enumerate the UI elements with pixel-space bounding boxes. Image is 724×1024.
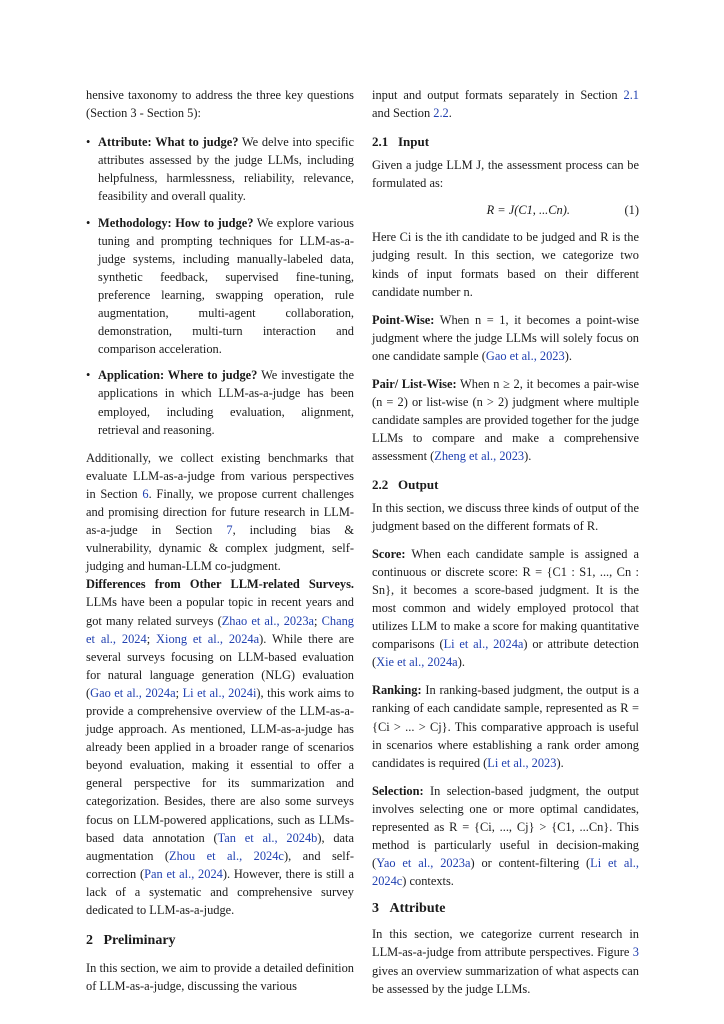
section-7-link[interactable]: 7 — [226, 523, 233, 538]
intro-paragraph: hensive taxonomy to address the three key questions (Section 3 - Section 5): — [86, 88, 354, 121]
right-column — [372, 86, 639, 998]
ranking-paragraph: Ranking: In ranking-based judgment, the output is a ranking of each candidate sample, represented as R = {Ci > ... > Cj}. This comparative approach is useful in scenarios where establishing a rank order among candidates is required (Li et al., 2023). — [372, 683, 639, 770]
differences-paragraph: Differences from Other LLM-related Surveys. LLMs have been a popular topic in recent years and got many related surveys (Zhao et al., 2023a; Chang et al., 2024; Xiong et al., 2024a). While there are several surveys focusing on LLM-based evaluation for natural language generation (NLG) evaluation (Gao et al., 2024a; Li et al., 2024i), this work aims to provide a comprehensive overview of the LLM-as-a-judge approach. As mentioned, LLM-as-a-judge has already been applied in a broader range of scenarios beyond evaluation, making it essential to offer a general perspective for its summarization and categorization. Besides, there are also some surveys focus on LLM-powered applications, such as LLMs-based data annotation (Tan et al., 2024b), data augmentation (Zhou et al., 2024c), and self-correction (Pan et al., 2024). However, there is still a lack of a systematic and comprehensive survey dedicated to LLM-as-a-judge. — [86, 577, 355, 918]
cite-xiong-2024a[interactable]: Xiong et al., 2024a — [156, 631, 260, 646]
section-3-heading: 3 Attribute — [372, 901, 446, 917]
selection-paragraph: Selection: In selection-based judgment, the output involves selecting one or more optimal candidates, represented as R = {Ci, ..., Cj} > {C1, ...Cn}. This method is particularly useful in decision-making (Yao et al., 2023a) or content-filtering (Li et al., 2024c) contexts. — [372, 783, 639, 889]
cite-li-2024i[interactable]: Li et al., 2024i — [182, 685, 257, 700]
cite-li-2023[interactable]: Li et al., 2023 — [487, 755, 557, 770]
cite-zheng-2023[interactable]: Zheng et al., 2023 — [434, 449, 525, 464]
equation-number: (1) — [624, 203, 639, 218]
section-2-text: In this section, we aim to provide a detailed definition of LLM-as-a-judge, discussing the various — [86, 961, 354, 994]
equation-formula: R = J(C1, ...Cn). — [486, 203, 570, 218]
differences-heading: Differences from Other LLM-related Surveys. — [86, 577, 354, 592]
cite-li-2024a[interactable]: Li et al., 2024a — [443, 637, 524, 652]
cite-yao-2023a[interactable]: Yao et al., 2023a — [376, 856, 471, 871]
section-2-2-text: In this section, we discuss three kinds of output of the judgment based on the different formats of R. — [372, 500, 639, 533]
cite-gao-2023[interactable]: Gao et al., 2023 — [485, 348, 565, 363]
bullet-methodology: • Methodology: How to judge? We explore various tuning and prompting techniques for LLM-as-a-judge systems, including manually-labeled data, synthetic feedback, supervised fine-tuning, preference learning, swapping operation, rule augmentation, multi-agent collaboration, demonstration, multi-turn interaction and comparison acceleration. — [86, 214, 354, 359]
left-column — [86, 86, 354, 995]
section-2-1-heading: 2.1 Input — [372, 134, 430, 150]
formats-intro: input and output formats separately in Section 2.1 and Section 2.2. — [372, 88, 639, 121]
point-wise-paragraph: Point-Wise: When n = 1, it becomes a point-wise judgment where the judge LLMs will solely focus on one candidate sample (Gao et al., 2023). — [372, 312, 639, 363]
cite-xie-2024a[interactable]: Xie et al., 2024a — [376, 655, 458, 670]
score-paragraph: Score: When each candidate sample is assigned a continuous or discrete score: R = {C1 : S1, ..., Cn : Sn}, it becomes a score-based judgment. It is the most common and widely employed protocol that utilizes LLM to make a score for making quantitative comparisons (Li et al., 2024a) or attribute detection (Xie et al., 2024a). — [372, 546, 639, 670]
section-2-2-link[interactable]: 2.2 — [433, 106, 449, 121]
cite-li-2024c[interactable]: Li et al., 2024c — [372, 856, 639, 889]
taxonomy-bullet-list — [86, 133, 354, 439]
section-2-1-text: Given a judge LLM J, the assessment process can be formulated as: — [372, 158, 639, 191]
cite-zhou-2024c[interactable]: Zhou et al., 2024c — [169, 848, 284, 863]
cite-chang-2024[interactable]: Chang et al., 2024 — [86, 613, 354, 646]
cite-pan-2024[interactable]: Pan et al., 2024 — [144, 866, 223, 881]
cite-zhao-2023a[interactable]: Zhao et al., 2023a — [221, 613, 315, 628]
additional-paragraph: Additionally, we collect existing benchmarks that evaluate LLM-as-a-judge from various perspectives in Section 6. Finally, we propose current challenges and promising direction for future research in LLM-as-a-judge in Section 7, including bias & vulnerability, dynamic & complex judgment, self-judging and human-LLM co-judgment. — [86, 450, 355, 574]
bullet-attribute: • Attribute: What to judge? We delve into specific attributes assessed by the judge LLMs, including helpfulness, harmlessness, reliability, relevance, feasibility and overall quality. — [86, 133, 354, 205]
pair-list-wise-paragraph: Pair/ List-Wise: When n ≥ 2, it becomes a pair-wise (n = 2) or list-wise (n > 2) judgment where multiple candidate samples are provided together for the judge LLMs to compare and make a comprehensive assessment (Zheng et al., 2023). — [372, 377, 639, 464]
section-3-text: In this section, we categorize current research in LLM-as-a-judge from attribute perspectives. Figure 3 gives an overview summarization of what aspects can be assessed by the judge LLMs. — [372, 927, 639, 996]
cite-tan-2024b[interactable]: Tan et al., 2024b — [217, 830, 318, 845]
equation-1 — [372, 201, 639, 219]
figure-3-link[interactable]: 3 — [632, 945, 639, 960]
bullet-application: • Application: Where to judge? We investigate the applications in which LLM-as-a-judge has been employed, including evaluation, alignment, retrieval and reasoning. — [86, 366, 354, 438]
section-2-1-link[interactable]: 2.1 — [623, 88, 639, 102]
section-2-2-heading: 2.2 Output — [372, 476, 439, 492]
section-2-heading: 2 Preliminary — [86, 933, 176, 949]
equation-explanation: Here Ci is the ith candidate to be judged and R is the judging result. In this section, we categorize two kinds of input formats based on their different candidate number n. — [372, 230, 639, 299]
cite-gao-2024a[interactable]: Gao et al., 2024a — [90, 685, 176, 700]
section-6-link[interactable]: 6 — [142, 486, 149, 501]
